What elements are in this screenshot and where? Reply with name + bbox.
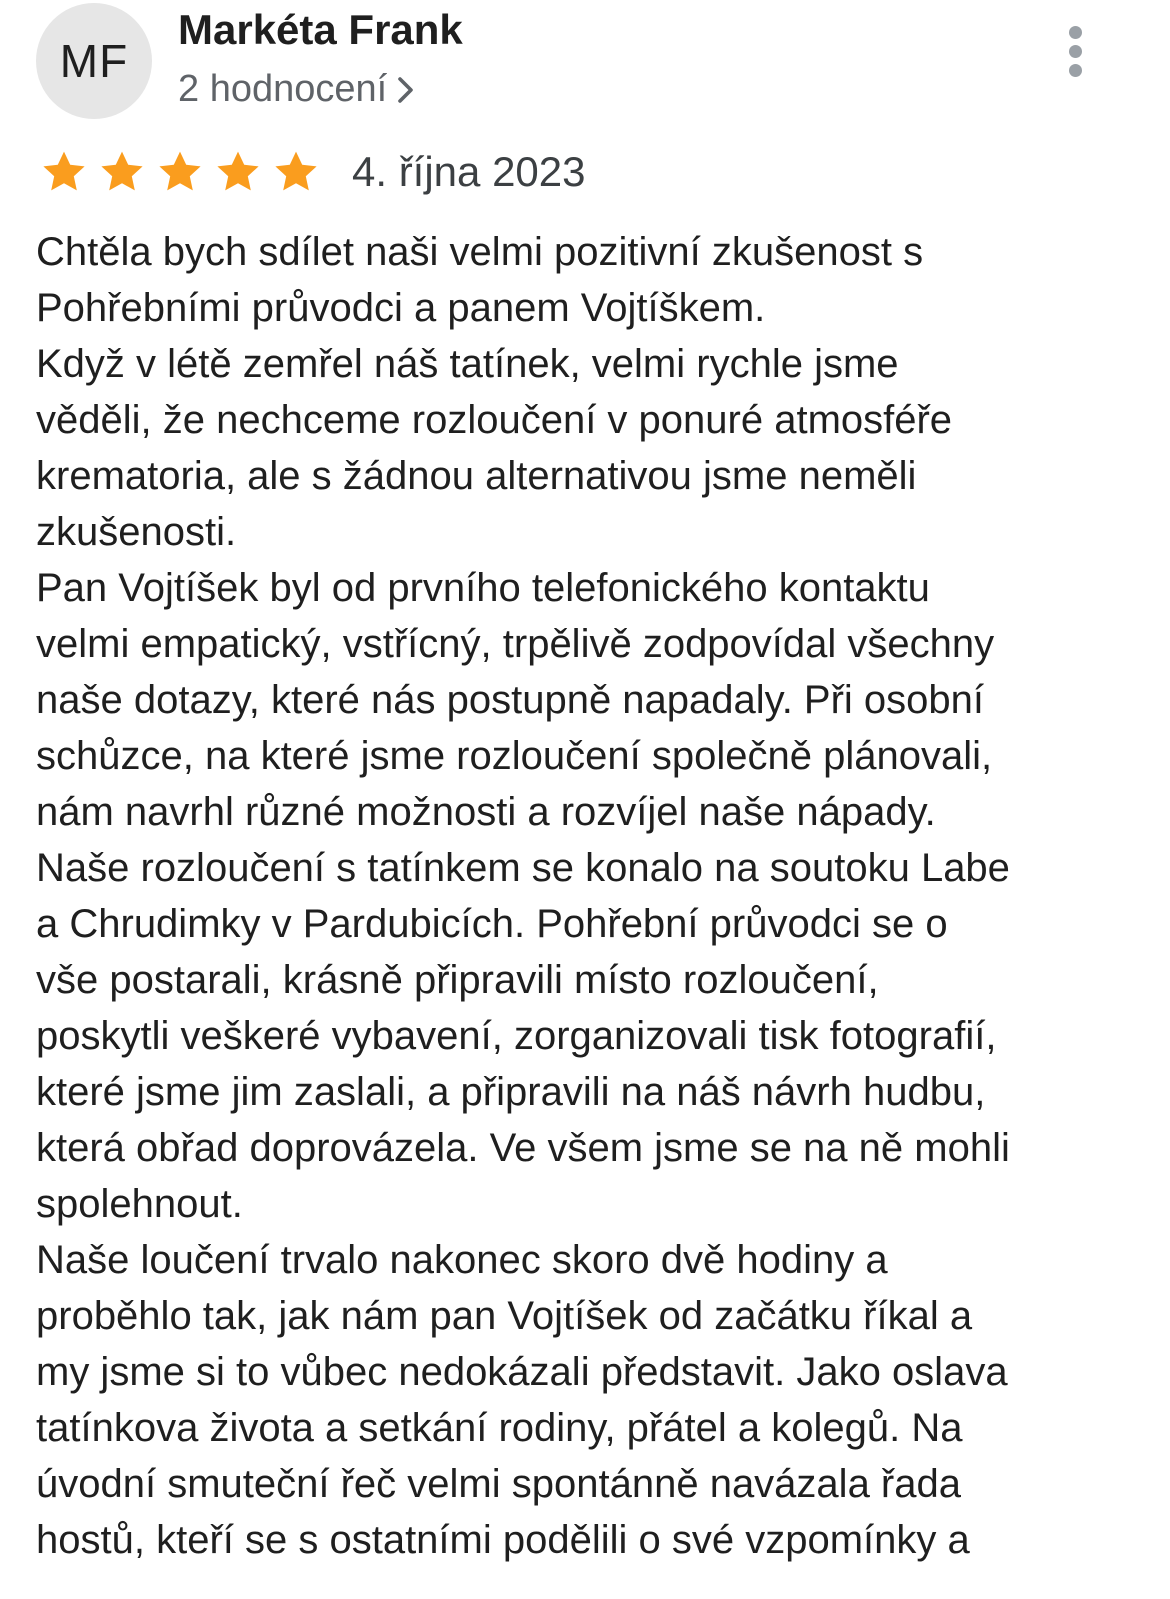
star-icon (156, 148, 204, 196)
reviews-count: 2 hodnocení (178, 68, 388, 110)
chevron-right-icon (395, 75, 417, 105)
star-rating (40, 148, 330, 196)
more-options-button[interactable] (1058, 22, 1094, 82)
author-name[interactable]: Markéta Frank (178, 6, 463, 53)
review-text: Chtěla bych sdílet naši velmi pozitivní zkušenost s Pohřebními průvodci a panem Vojtíškem. Když v létě zemřel náš tatínek, velmi rychle jsme věděli, že nechceme rozloučení v ponuré atmosféře krematoria, ale s žádnou alternativou jsme neměli zkušenosti. Pan Vojtíšek byl od prvního telefonického kontaktu velmi empatický, vstřícný, trpělivě zodpovídal všechny naše dotazy, které nás postupně napadaly. Při osobní schůzce, na které jsme rozloučení společně plánovali, nám navrhl různé možnosti a rozvíjel naše nápady. Naše rozloučení s tatínkem se konalo na soutoku Labe a Chrudimky v Pardubicích. Pohřební průvodci se o vše postarali, krásně připravili místo rozloučení, poskytli veškeré vybavení, zorganizovali tisk fotografií, které jsme jim zaslali, a připravili na náš návrh hudbu, která obřad doprovázela. Ve všem jsme se na ně mohli spolehnout. Naše loučení trvalo nakonec skoro dvě hodiny a proběhlo tak, jak nám pan Vojtíšek od začátku říkal a my jsme si to vůbec nedokázali představit. Jako oslava tatínkova života a setkání rodiny, přátel a kolegů. Na úvodní smuteční řeč velmi spontánně navázala řada hostů, kteří se s ostatními podělili o své vzpomínky a (36, 230, 1010, 1562)
star-icon (272, 148, 320, 196)
review-date: 4. října 2023 (352, 148, 586, 195)
author-reviews-link[interactable] (178, 68, 417, 111)
star-icon (214, 148, 262, 196)
avatar[interactable] (36, 3, 152, 119)
rating-row (40, 142, 586, 202)
star-icon (98, 148, 146, 196)
avatar-initials: MF (59, 35, 129, 87)
star-icon (40, 148, 88, 196)
